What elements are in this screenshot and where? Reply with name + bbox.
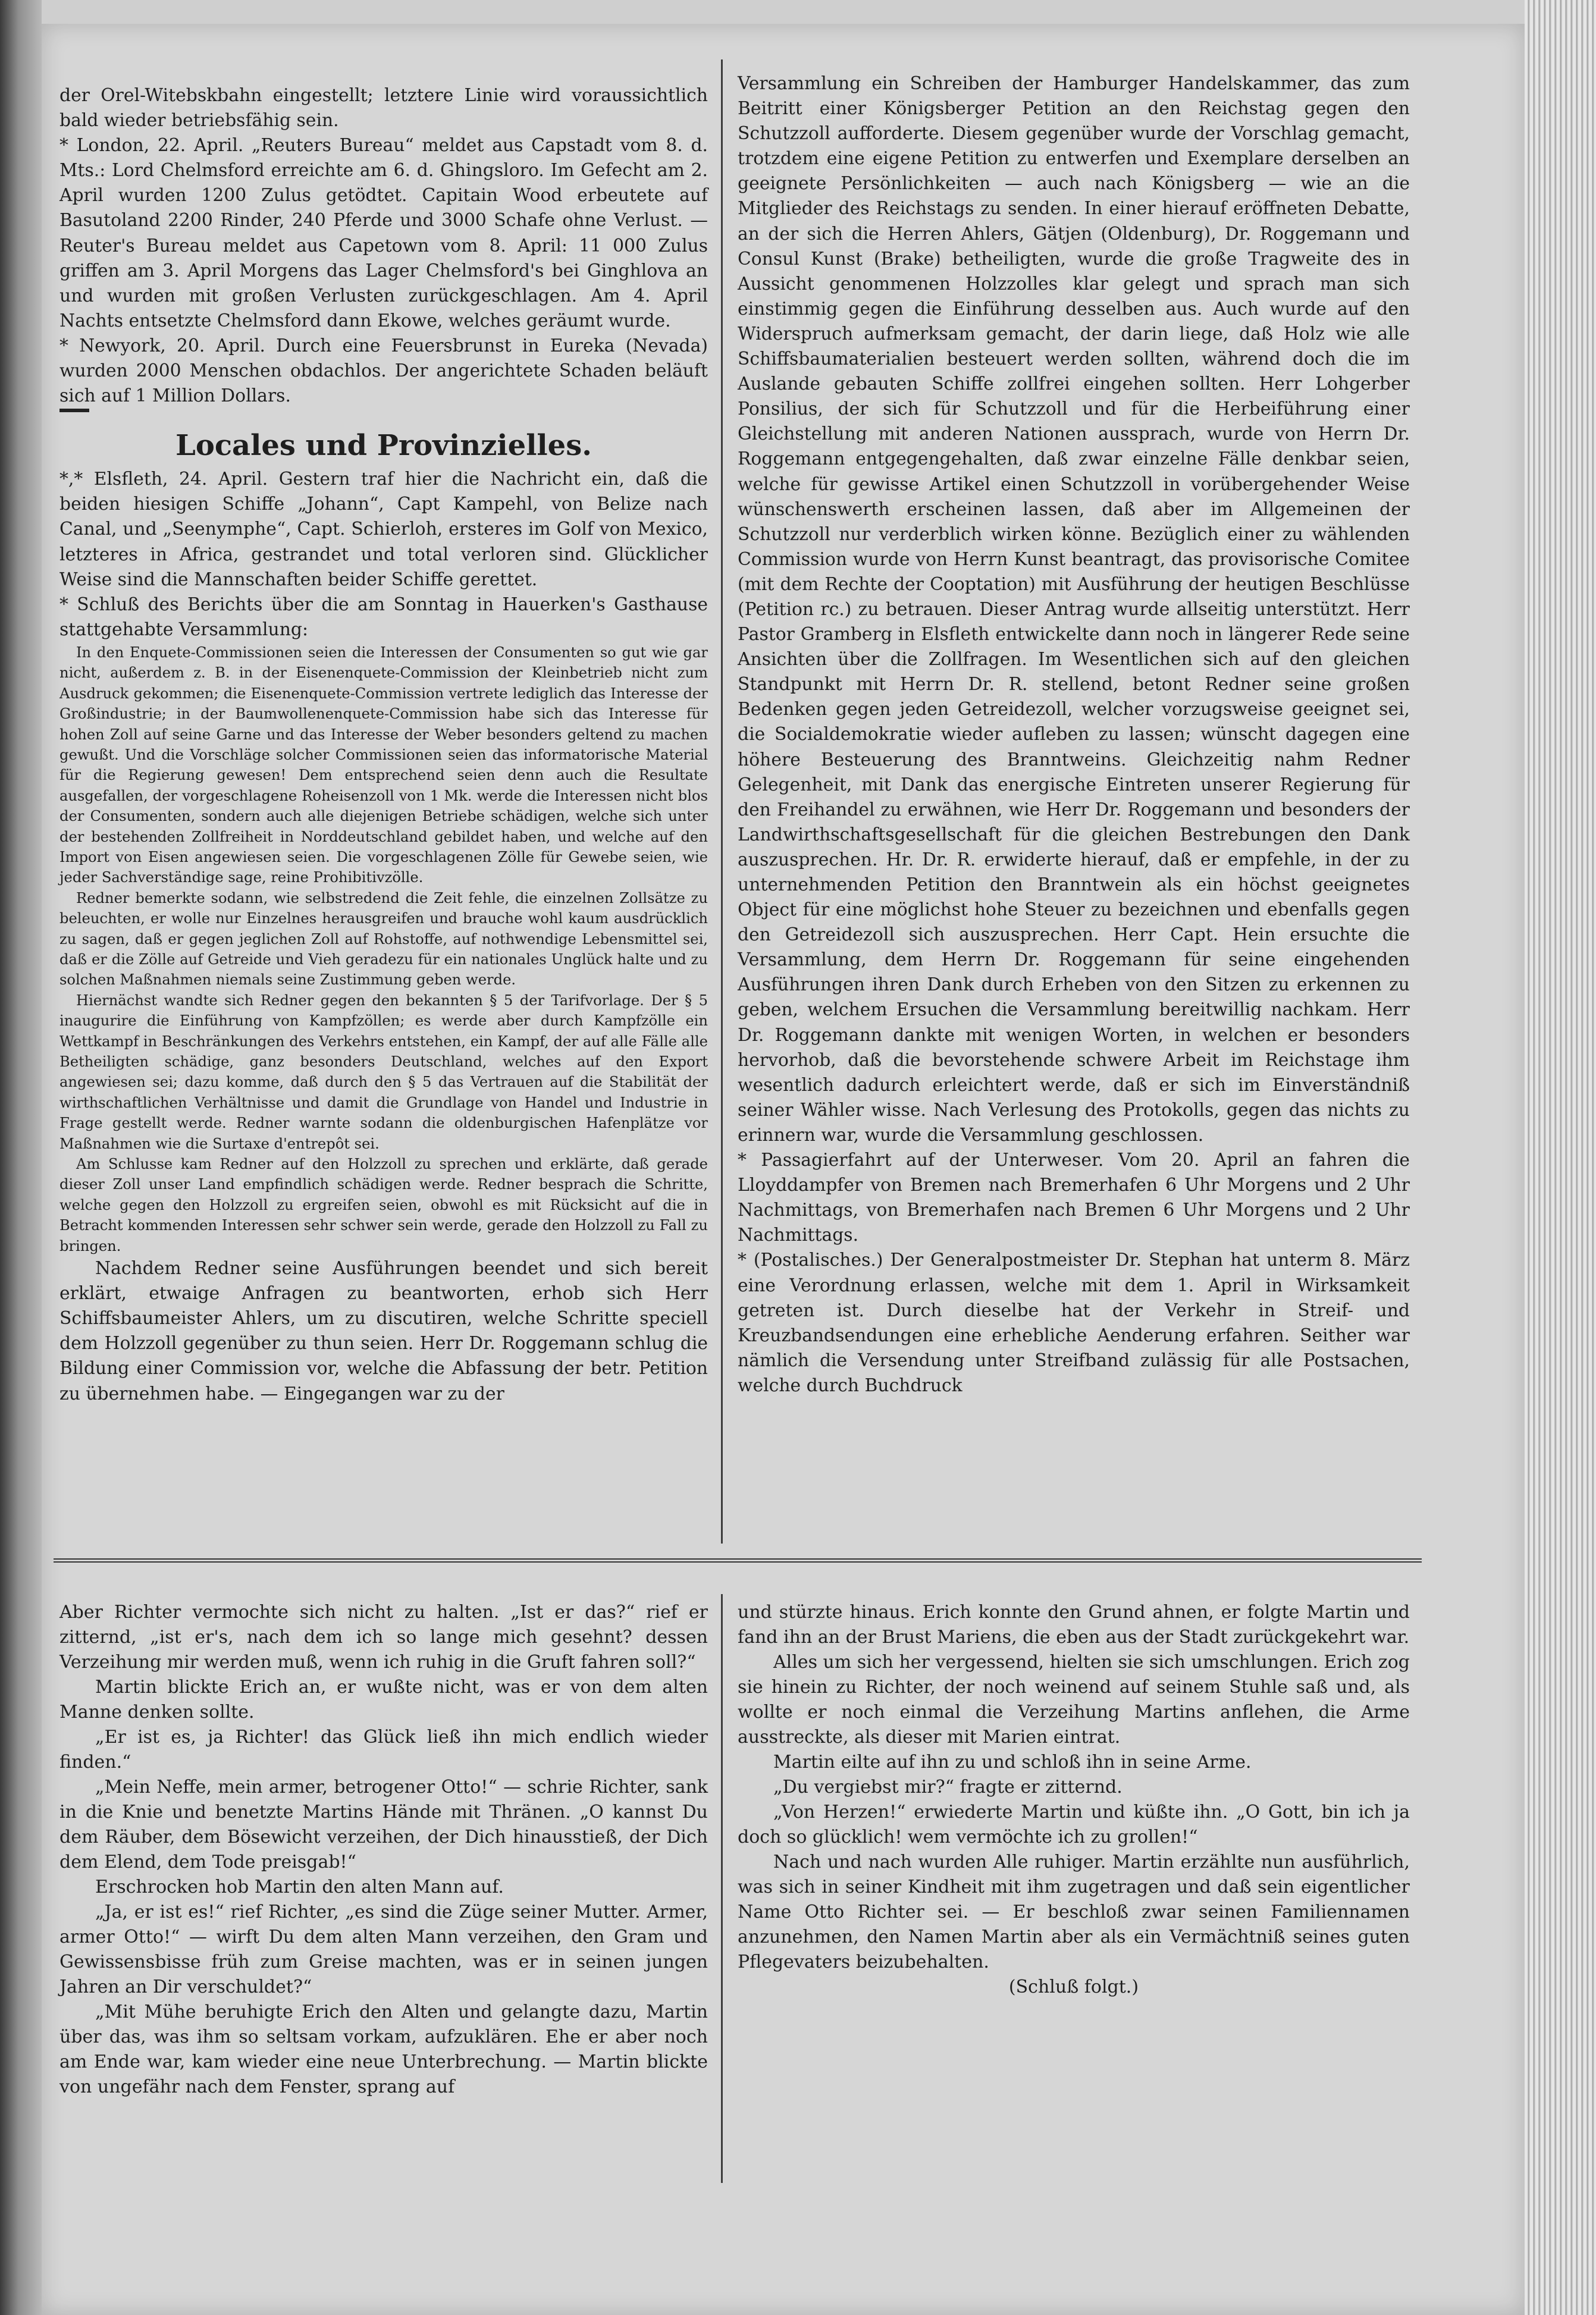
story-paragraph: „Mit Mühe beruhigte Erich den Alten und gelangte dazu, Martin über das, was ihm so seltsam vorkam, aufzuklären. Ehe er aber noch am Ende war, kam wieder eine neue Unterbrechung. — Martin blickte von ungefähr nach dem Fenster, sprang auf bbox=[59, 2002, 708, 2097]
story-paragraph: Alles um sich her vergessend, hielten sie sich umschlungen. Erich zog sie hinein zu Richter, der noch weinend auf seinem Stuhle saß und, als wollte er noch einmal die Verzeihung Martins anflehen, die Arme ausstreckte, als dieser mit Marien eintrat. bbox=[738, 1652, 1410, 1748]
column-divider-top bbox=[721, 59, 723, 1544]
to-be-continued: (Schluß folgt.) bbox=[1008, 1977, 1139, 1997]
article-elsfleth: *,* Elsfleth, 24. April. Gestern traf hier die Nachricht ein, daß die beiden hiesigen Schiffe „Johann“, Capt Kampehl, von Belize nach Canal, und „Seenymphe“, Capt. Schierloh, ersteres im Golf von Mexico, letzteres in Africa, gestrandet und total verloren sind. Glücklicher Weise sind die Mannschaften beider Schiffe gerettet. bbox=[59, 469, 708, 590]
article-postal: * (Postalisches.) Der Generalpostmeister Dr. Stephan hat unterm 8. März eine Verordnung erlassen, welche mit dem 1. April in Wirksamkeit getreten ist. Durch dieselbe hat der Verkehr in Streif- und Kreuzbandsendungen eine erhebliche Aenderung erfahren. Seither war nämlich die Versendung unter Streifband zulässig für alle Postsachen, welche durch Buchdruck bbox=[738, 1250, 1410, 1396]
feuilleton-divider bbox=[54, 1558, 1422, 1563]
scan-edge-left bbox=[0, 0, 42, 2315]
story-paragraph: Martin blickte Erich an, er wußte nicht, was er von dem alten Manne denken sollte. bbox=[59, 1677, 708, 1723]
column-divider-bottom bbox=[721, 1594, 723, 2183]
article-meeting-intro: * Schluß des Berichts über die am Sonntag in Hauerken's Gasthause stattgehabte Versammlung: bbox=[59, 594, 708, 640]
story-paragraph: Erschrocken hob Martin den alten Mann auf. bbox=[95, 1877, 504, 1897]
feuilleton-right bbox=[738, 1600, 1410, 2000]
article-meeting-continued: Nachdem Redner seine Ausführungen beendet und sich bereit erklärt, etwaige Anfragen zu beantworten, erhob sich Herr Schiffsbaumeister Ahlers, um zu discutiren, welche Schritte speciell dem Holzzoll gegenüber zu thun seien. Herr Dr. Roggemann schlug die Bildung einer Commission vor, welche die Abfassung der betr. Petition zu übernehmen habe. — Eingegangen war zu der bbox=[59, 1258, 708, 1404]
story-paragraph: Aber Richter vermochte sich nicht zu halten. „Ist er das?“ rief er zitternd, „ist er's, nach dem ich so lange mich gesehnt? dessen Verzeihung mir werden muß, wenn ich ruhig in die Gruft fahren soll?“ bbox=[59, 1602, 708, 1673]
story-paragraph: „Mein Neffe, mein armer, betrogener Otto!“ — schrie Richter, sank in die Knie und benetzte Martins Hände mit Thränen. „O kannst Du dem Räuber, dem Bösewicht verzeihen, der Dich hinausstieß, der Dich dem Elend, dem Tode preisgab!“ bbox=[59, 1777, 708, 1872]
column-top-left bbox=[59, 83, 708, 1407]
article-meeting-end: Versammlung ein Schreiben der Hamburger Handelskammer, das zum Beitritt einer Königsberger Petition an den Reichstag gegen den Schutzzoll aufforderte. Diesem gegenüber wurde der Vorschlag gemacht, trotzdem eine eigene Petition zu entwerfen und Exemplare derselben an geeignete Persönlichkeiten — auch nach Königsberg — wie an die Mitglieder des Reichstags zu senden. In einer hierauf eröffneten Debatte, an der sich die Herren Ahlers, Gätjen (Oldenburg), Dr. Roggemann und Consul Kunst (Brake) betheiligten, wurde die große Tragweite des in Aussicht genommenen Holzzolles klar gelegt und sprach man sich einstimmig gegen die Einführung desselben aus. Auch wurde auf den Widerspruch aufmerksam gemacht, der darin liege, daß Holz wie alle Schiffsbaumaterialien besteuert werden sollten, während doch die im Auslande gebauten Schiffe zollfrei eingehen sollten. Herr Lohgerber Ponsilius, der sich für Schutzzoll und für die Herbeiführung einer Gleichstellung mit anderen Nationen aussprach, wurde von Herrn Dr. Roggemann entgegengehalten, daß zwar einzelne Fälle denkbar seien, welche für gewisse Artikel einen Schutzzoll in vorübergehender Weise wünschenswerth erscheinen lassen, daß aber im Allgemeinen der Schutzzoll nur verderblich wirken könne. Bezüglich einer zu wählenden Commission wurde von Herrn Kunst beantragt, das provisorische Comitee (mit dem Rechte der Cooptation) mit Ausführung der heutigen Beschlüsse (Petition rc.) zu betrauen. Dieser Antrag wurde allseitig unterstützt. Herr Pastor Gramberg in Elsfleth entwickelte dann noch in längerer Rede seine Ansichten über die Zollfragen. Im Wesentlichen sich auf den gleichen Standpunkt mit Herrn Dr. R. stellend, betont Redner seine großen Bedenken gegen jeden Getreidezoll, welcher vorzugsweise geeignet sei, die Socialdemokratie wieder aufleben zu lassen; wünscht dagegen eine höhere Besteuerung des Branntweins. Gleichzeitig nahm Redner Gelegenheit, mit Dank das energische Eintreten unserer Regierung für den Freihandel zu erwähnen, wie Herr Dr. Roggemann und besonders der Landwirthschaftsgesellschaft für die gleichen Bestrebungen den Dank auszusprechen. Hr. Dr. R. erwiderte hierauf, daß er empfehle, in der zu unternehmenden Petition den Branntwein als ein höchst geeignetes Object für eine möglichst hohe Steuer zu bezeichnen und ebenfalls gegen den Getreidezoll sich auszusprechen. Herr Capt. Hein ersuchte die Versammlung, dem Herrn Dr. Roggemann für seine eingehenden Ausführungen ihren Dank durch Erheben von den Sitzen zu erkennen zu geben, welchem Ersuchen die Versammlung bereitwillig nachkam. Herr Dr. Roggemann dankte mit wenigen Worten, in welchen er besonders hervorhob, daß die bevorstehende schwere Arbeit im Reichstage ihm wesentlich dadurch erleichtert werde, daß er sich im Einverständniß seiner Wähler wisse. Nach Verlesung des Protokolls, gegen das nichts zu erinnern war, wurde die Versammlung geschlossen. bbox=[738, 73, 1410, 1146]
story-paragraph: Martin eilte auf ihn zu und schloß ihn in seine Arme. bbox=[773, 1752, 1252, 1773]
story-paragraph: „Ja, er ist es!“ rief Richter, „es sind die Züge seiner Mutter. Armer, armer Otto!“ — wirft Du dem alten Mann verzeihen, den Gram und Gewissensbisse früh zum Greise machten, was er in seinen jungen Jahren an Dir verschuldet?“ bbox=[59, 1902, 708, 1997]
report-paragraph: Am Schlusse kam Redner auf den Holzzoll zu sprechen und erklärte, daß gerade dieser Zoll unser Land empfindlich schädigen werde. Redner besprach die Schritte, welche gegen den Holzzoll zu ergreifen seien, obwohl es mit Rücksicht auf die in Betracht kommenden Interessen sehr schwer sein werde, gerade den Holzzoll zu Fall zu bringen. bbox=[59, 1156, 708, 1254]
page-stack-edge bbox=[1525, 0, 1596, 2315]
story-paragraph: „Von Herzen!“ erwiederte Martin und küßte ihn. „O Gott, bin ich ja doch so glücklich! wem vermöchte ich zu grollen!“ bbox=[738, 1802, 1410, 1847]
article-railway: der Orel-Witebskbahn eingestellt; letztere Linie wird voraussichtlich bald wieder betriebsfähig sein. bbox=[59, 85, 708, 131]
article-passenger-service: * Passagierfahrt auf der Unterweser. Vom 20. April an fahren die Lloyddampfer von Bremen nach Bremerhafen 6 Uhr Morgens und 2 Uhr Nachmittags, von Bremerhafen nach Bremen 6 Uhr Morgens und 2 Uhr Nachmittags. bbox=[738, 1150, 1410, 1246]
feuilleton-left bbox=[59, 1600, 708, 2100]
story-paragraph: „Er ist es, ja Richter! das Glück ließ ihn mich endlich wieder finden.“ bbox=[59, 1727, 708, 1773]
newspaper-page bbox=[42, 24, 1525, 2315]
section-rule bbox=[59, 409, 89, 412]
article-london: * London, 22. April. „Reuters Bureau“ meldet aus Capstadt vom 8. d. Mts.: Lord Chelmsford erreichte am 6. d. Ghingsloro. Im Gefecht am 2. April wurden 1200 Zulus getödtet. Capitain Wood erbeutete auf Basutoland 2200 Rinder, 240 Pferde und 3000 Schafe ohne Verlust. — Reuter's Bureau meldet aus Capetown vom 8. April: 11 000 Zulus griffen am 3. April Morgens das Lager Chelmsford's bei Ginghlova an und wurden mit großen Verlusten zurückgeschlagen. Am 4. April Nachts entsetzte Chelmsford dann Ekowe, welches geräumt wurde. bbox=[59, 135, 708, 331]
story-paragraph: „Du vergiebst mir?“ fragte er zitternd. bbox=[773, 1777, 1122, 1798]
report-paragraph: In den Enquete-Commissionen seien die Interessen der Consumenten so gut wie gar nicht, außerdem z. B. in der Eisenenquete-Commission der Kleinbetrieb nicht zum Ausdruck gekommen; die Eisenenquete-Commission vertrete lediglich das Interesse der Großindustrie; in der Baumwollenenquete-Commission habe sich das Interesse für hohen Zoll auf seine Garne und das Interesse der Weber besonders geltend zu machen gewußt. Und die Vorschläge solcher Commissionen seien das informatorische Material für die Regierung gewesen! Dem entsprechend seien denn auch die Resultate ausgefallen, der vorgeschlagene Roheisenzoll von 1 Mk. werde die Interessen nicht blos der Consumenten, sondern auch alle diejenigen Betriebe schädigen, welche sich unter der bestehenden Zollfreiheit in Norddeutschland gebildet haben, und welche auf den Import von Eisen angewiesen seien. Die vorgeschlagenen Zölle für Gewebe seien, wie jeder Sachverständige sage, reine Prohibitivzölle. bbox=[59, 644, 708, 886]
story-paragraph: und stürzte hinaus. Erich konnte den Grund ahnen, er folgte Martin und fand ihn an der Brust Mariens, die eben aus der Stadt zurückgekehrt war. bbox=[738, 1602, 1410, 1648]
story-paragraph: Nach und nach wurden Alle ruhiger. Martin erzählte nun ausführlich, was sich in seiner Kindheit mit ihm zugetragen und daß sein eigentlicher Name Otto Richter sei. — Er beschloß zwar seinen Familiennamen anzunehmen, den Namen Martin aber als ein Vermächtniß seines guten Pflegevaters beizubehalten. bbox=[738, 1852, 1410, 1972]
report-paragraph: Redner bemerkte sodann, wie selbstredend die Zeit fehle, die einzelnen Zollsätze zu beleuchten, er wolle nur Einzelnes herausgreifen und brauche wohl kaum ausdrücklich zu sagen, daß er gegen jeglichen Zoll auf Rohstoffe, auf nothwendige Lebensmittel sei, daß er die Zölle auf Getreide und Vieh geradezu für ein nationales Unglück halte und zu solchen Maßnahmen niemals seine Zustimmung geben werde. bbox=[59, 889, 708, 989]
section-heading: Locales und Provinzielles. bbox=[175, 429, 592, 463]
column-top-right bbox=[738, 71, 1410, 1398]
report-paragraph: Hiernächst wandte sich Redner gegen den bekannten § 5 der Tarifvorlage. Der § 5 inaugurire die Einführung von Kampfzöllen; es werde aber durch Kampfzölle ein Wettkampf in Beschränkungen des Verkehrs entstehen, ein Kampf, der auf alle Fälle alle Betheiligten schädige, ganz besonders Deutschland, welches auf den Export angewiesen sei; dazu komme, daß durch den § 5 das Vertrauen auf die Stabilität der wirthschaftlichen Verhältnisse und damit die Grundlage von Handel und Industrie in Frage gestellt werde. Redner warnte sodann die oldenburgischen Hafenplätze vor Maßnahmen wie die Surtaxe d'entrepôt sei. bbox=[59, 992, 708, 1152]
article-newyork: * Newyork, 20. April. Durch eine Feuersbrunst in Eureka (Nevada) wurden 2000 Menschen obdachlos. Der angerichtete Schaden beläuft sich auf 1 Million Dollars. bbox=[59, 335, 708, 407]
